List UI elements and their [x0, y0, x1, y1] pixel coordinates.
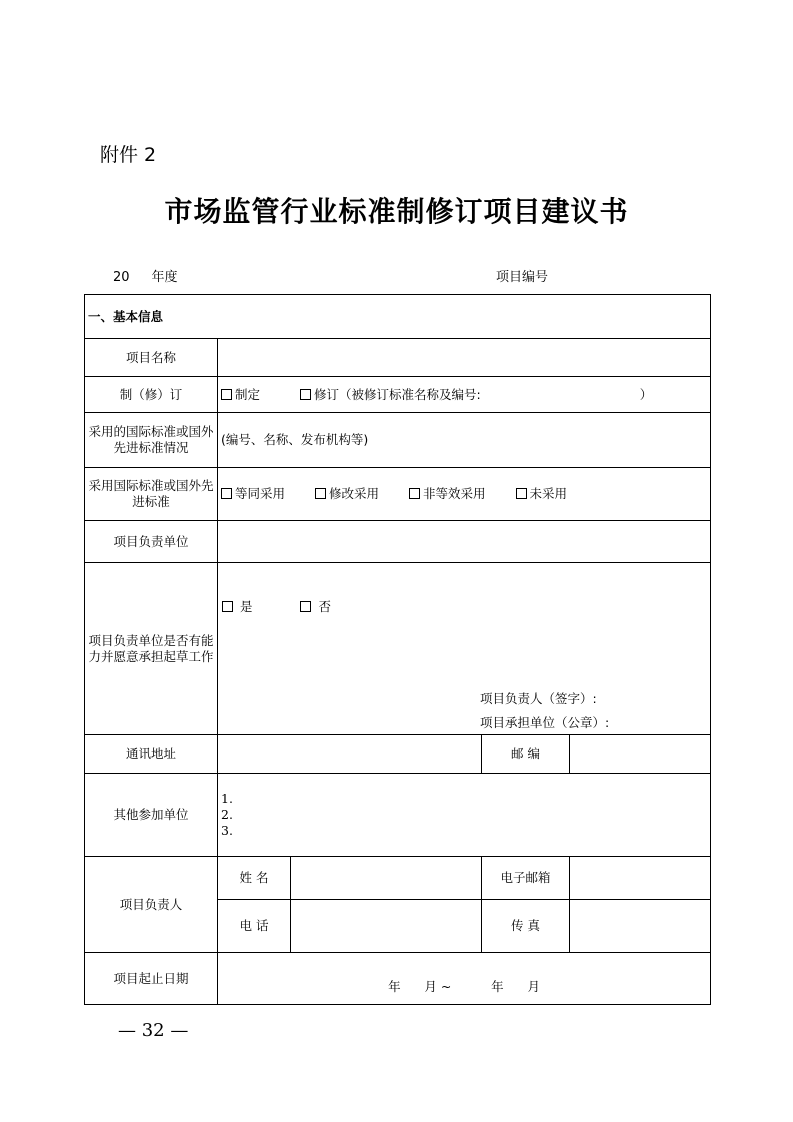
revision-type-options: [218, 377, 711, 413]
option-revise-label: 修订（被修订标准名称及编号:: [314, 386, 481, 402]
option-yes[interactable]: [222, 599, 253, 615]
dates-field[interactable]: 年 月 ~ 年 月: [218, 953, 711, 1005]
intl-standard-field[interactable]: (编号、名称、发布机构等): [218, 413, 711, 468]
dates-label: 项目起止日期: [85, 953, 218, 1005]
capability-label: 项目负责单位是否有能力并愿意承担起草工作: [85, 563, 218, 735]
option-not-adopted[interactable]: [516, 486, 568, 502]
list-item: 1.: [221, 791, 233, 806]
option-nonequivalent[interactable]: [409, 486, 486, 502]
other-units-label: 其他参加单位: [85, 774, 218, 857]
option-not-adopted-label: 未采用: [529, 486, 568, 501]
phone-field[interactable]: [291, 900, 482, 953]
year-prefix: 20: [113, 270, 130, 285]
option-no-label: 否: [318, 599, 331, 614]
email-field[interactable]: [570, 857, 711, 900]
option-identical-label: 等同采用: [235, 486, 286, 501]
checkbox-icon: [315, 488, 326, 499]
project-name-field[interactable]: [218, 339, 711, 377]
list-item: 3.: [221, 823, 233, 838]
list-item: 2.: [221, 807, 233, 822]
document-title: 市场监管行业标准制修订项目建议书: [164, 195, 629, 228]
postcode-label: 邮 编: [482, 735, 570, 774]
capability-cell: [218, 563, 711, 735]
revision-type-label: 制（修）订: [85, 377, 218, 413]
option-modified[interactable]: [315, 486, 379, 502]
option-modified-label: 修改采用: [329, 486, 380, 501]
email-label: 电子邮箱: [482, 857, 570, 900]
checkbox-icon: [300, 601, 311, 612]
fax-label: 传 真: [482, 900, 570, 953]
name-label: 姓 名: [218, 857, 291, 900]
option-no[interactable]: [300, 599, 331, 615]
section-basic-info: 一、基本信息: [85, 295, 711, 339]
option-identical[interactable]: [221, 486, 285, 502]
option-yes-label: 是: [239, 599, 253, 614]
option-new-label: 制定: [235, 386, 261, 402]
adoption-options: [218, 468, 711, 521]
proposal-form-table: [84, 294, 711, 1005]
fax-field[interactable]: [570, 900, 711, 953]
checkbox-icon: [221, 389, 232, 400]
checkbox-icon: [300, 389, 311, 400]
adoption-label: 采用国际标准或国外先进标准: [85, 468, 218, 521]
phone-label: 电 话: [218, 900, 291, 953]
other-units-field[interactable]: [218, 774, 711, 857]
unit-seal-label: 项目承担单位（公章）:: [480, 715, 610, 730]
project-name-label: 项目名称: [85, 339, 218, 377]
option-nonequivalent-label: 非等效采用: [423, 486, 486, 501]
address-field[interactable]: [218, 735, 482, 774]
page-number: — 32 —: [118, 1020, 189, 1041]
checkbox-icon: [222, 601, 233, 612]
address-label: 通讯地址: [85, 735, 218, 774]
leader-signature-label: 项目负责人（签字）:: [480, 691, 597, 706]
postcode-field[interactable]: [570, 735, 711, 774]
option-new[interactable]: [221, 387, 260, 403]
checkbox-icon: [516, 488, 527, 499]
attachment-label: 附件 2: [100, 144, 157, 166]
name-field[interactable]: [291, 857, 482, 900]
year-suffix: 年度: [151, 270, 178, 285]
year-line: [113, 266, 178, 285]
responsible-unit-field[interactable]: [218, 521, 711, 563]
responsible-unit-label: 项目负责单位: [85, 521, 218, 563]
checkbox-icon: [221, 488, 232, 499]
leader-label: 项目负责人: [85, 857, 218, 953]
project-number-label: 项目编号: [496, 270, 549, 285]
option-revise[interactable]: [300, 387, 481, 403]
yes-no-options: [222, 599, 331, 615]
checkbox-icon: [409, 488, 420, 499]
intl-standard-label: 采用的国际标准或国外先进标准情况: [85, 413, 218, 468]
close-paren: ）: [639, 386, 653, 402]
